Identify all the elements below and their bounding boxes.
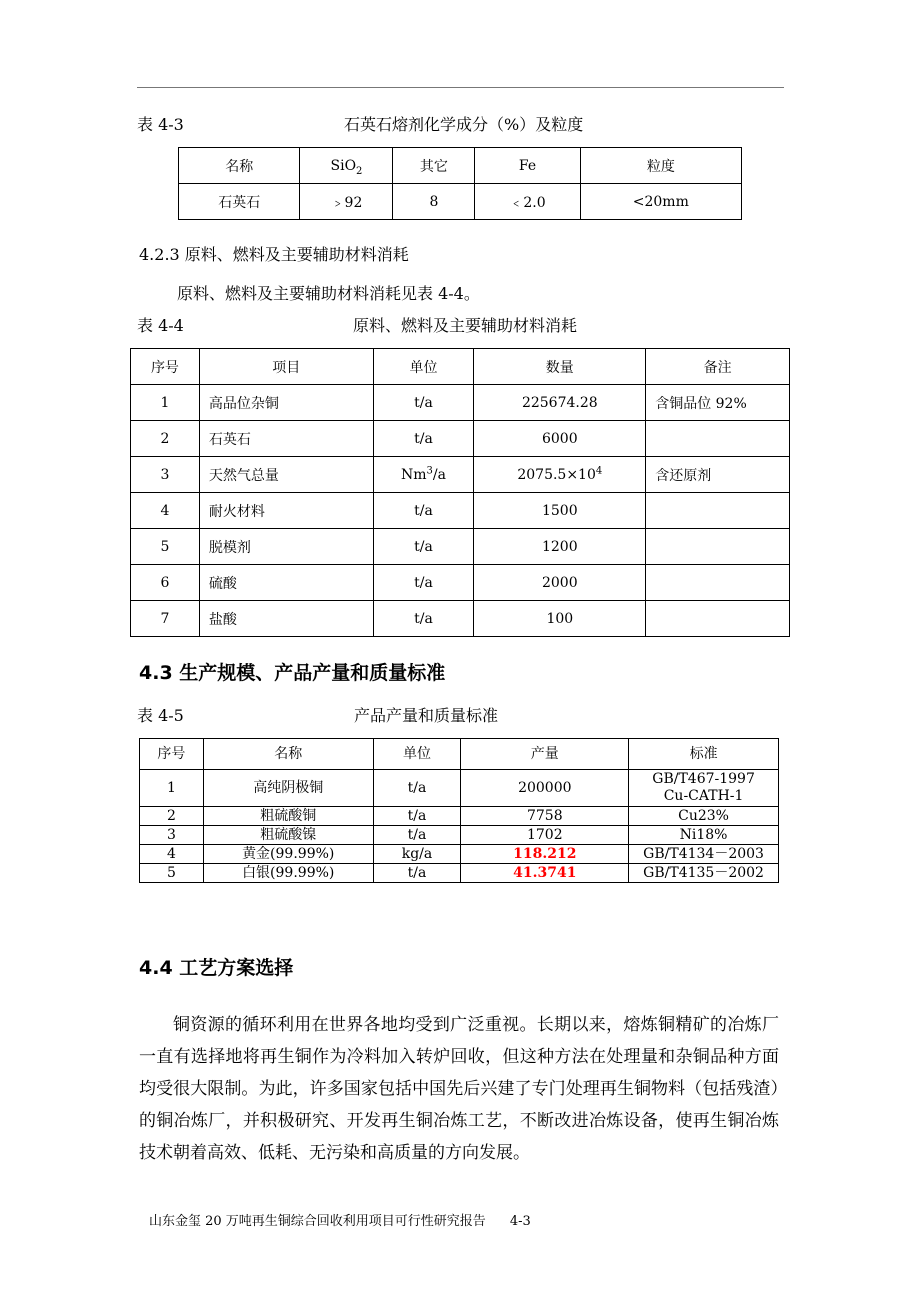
table-4-5 [139, 738, 779, 883]
table-header-row [179, 148, 742, 184]
cell: 3 [140, 826, 204, 845]
cell: t/a [373, 493, 474, 529]
cell: <20mm [580, 184, 741, 220]
cell: 含铜品位 92% [646, 385, 790, 421]
header-rule [137, 87, 784, 88]
table-header-row [131, 349, 790, 385]
qty-base: 2075.5×10 [517, 466, 596, 483]
cell [646, 493, 790, 529]
table-row [131, 421, 790, 457]
cell: 4 [131, 493, 200, 529]
cell: 石英石 [179, 184, 300, 220]
cell: 硫酸 [199, 565, 373, 601]
header-cell: 单位 [373, 349, 474, 385]
cell: 200000 [461, 770, 629, 807]
highlighted-cell: 118.212 [461, 845, 629, 864]
header-cell: 名称 [179, 148, 300, 184]
cell: 7758 [461, 807, 629, 826]
header-cell: Fe [475, 148, 580, 184]
table-row [131, 529, 790, 565]
cell: 石英石 [199, 421, 373, 457]
cell: 1200 [474, 529, 646, 565]
cell: 6000 [474, 421, 646, 457]
page-number: 4-3 [509, 1214, 531, 1229]
cell [646, 601, 790, 637]
cell: 4 [140, 845, 204, 864]
cell: 2000 [474, 565, 646, 601]
header-cell: 项目 [199, 349, 373, 385]
qty-superscript: 4 [595, 464, 603, 476]
table-row [131, 565, 790, 601]
cell [629, 770, 779, 807]
cell: 3 [131, 457, 200, 493]
cell: 1702 [461, 826, 629, 845]
header-cell: 标准 [629, 739, 779, 770]
cell: t/a [373, 385, 474, 421]
section-4-3-heading: 4.3 生产规模、产品产量和质量标准 [139, 662, 446, 684]
header-cell: 数量 [474, 349, 646, 385]
table45-number: 表 4-5 [137, 706, 184, 725]
table44-title: 原料、燃料及主要辅助材料消耗 [353, 316, 578, 335]
cell: kg/a [373, 845, 461, 864]
section-4-4-body [139, 1009, 779, 1169]
cell: 7 [131, 601, 200, 637]
cell [646, 421, 790, 457]
cell: 100 [474, 601, 646, 637]
unit-superscript: 3 [426, 464, 433, 476]
table-row [140, 807, 779, 826]
table-row [140, 770, 779, 807]
header-cell: 其它 [393, 148, 475, 184]
standard-line-2: Cu-CATH-1 [663, 788, 744, 804]
page-footer [149, 1210, 555, 1229]
cell: 粗硫酸镍 [203, 826, 373, 845]
cell: 8 [393, 184, 475, 220]
cell: t/a [373, 807, 461, 826]
cell: 白银(99.99%) [203, 864, 373, 883]
cell: 黄金(99.99%) [203, 845, 373, 864]
sio2-subscript: 2 [356, 165, 363, 177]
cell: 盐酸 [199, 601, 373, 637]
header-cell: 序号 [140, 739, 204, 770]
cell: ﹤2.0 [475, 184, 580, 220]
cell: t/a [373, 601, 474, 637]
cell: 耐火材料 [199, 493, 373, 529]
cell: 1500 [474, 493, 646, 529]
header-cell: 名称 [203, 739, 373, 770]
cell: 5 [140, 864, 204, 883]
header-cell [300, 148, 393, 184]
unit-nm: Nm [400, 466, 427, 483]
cell: t/a [373, 565, 474, 601]
cell: 1 [140, 770, 204, 807]
table-row [131, 457, 790, 493]
cell: 225674.28 [474, 385, 646, 421]
body-paragraph: 铜资源的循环利用在世界各地均受到广泛重视。长期以来，熔炼铜精矿的冶炼厂一直有选择地将再生铜作为冷料加入转炉回收，但这种方法在处理量和杂铜品种方面均受很大限制。为此，许多国家包括中国先后兴建了专门处理再生铜物料（包括残渣）的铜冶炼厂，并积极研究、开发再生铜冶炼工艺，不断改进冶炼设备，使再生铜冶炼技术朝着高效、低耗、无污染和高质量的方向发展。 [139, 1015, 779, 1163]
cell: Ni18% [629, 826, 779, 845]
cell: Cu23% [629, 807, 779, 826]
header-cell: 粒度 [580, 148, 741, 184]
cell: t/a [373, 864, 461, 883]
cell: 2 [140, 807, 204, 826]
standard-line-1: GB/T467-1997 [652, 771, 755, 787]
table-header-row [140, 739, 779, 770]
table-row [140, 826, 779, 845]
cell: ﹥92 [300, 184, 393, 220]
table-row [140, 845, 779, 864]
table-4-4 [130, 348, 790, 637]
cell: 粗硫酸铜 [203, 807, 373, 826]
cell: GB/T4135－2002 [629, 864, 779, 883]
section-4-2-3-para: 原料、燃料及主要辅助材料消耗见表 4-4。 [177, 284, 480, 303]
table-row [131, 385, 790, 421]
cell: t/a [373, 770, 461, 807]
header-cell: 单位 [373, 739, 461, 770]
cell: t/a [373, 421, 474, 457]
header-cell: 备注 [646, 349, 790, 385]
table-4-3 [178, 147, 742, 220]
cell: t/a [373, 826, 461, 845]
table44-number: 表 4-4 [137, 316, 184, 335]
header-cell: 序号 [131, 349, 200, 385]
cell: 高纯阴极铜 [203, 770, 373, 807]
cell [646, 529, 790, 565]
table43-title: 石英石熔剂化学成分（%）及粒度 [344, 115, 584, 134]
cell: GB/T4134－2003 [629, 845, 779, 864]
table-row [140, 864, 779, 883]
table-row [179, 184, 742, 220]
cell: 5 [131, 529, 200, 565]
highlighted-cell: 41.3741 [461, 864, 629, 883]
table43-number: 表 4-3 [137, 115, 184, 134]
cell: 2 [131, 421, 200, 457]
cell: 6 [131, 565, 200, 601]
cell: 天然气总量 [199, 457, 373, 493]
footer-title: 山东金玺 20 万吨再生铜综合回收利用项目可行性研究报告 [149, 1214, 486, 1229]
cell [474, 457, 646, 493]
table-row [131, 493, 790, 529]
cell [373, 457, 474, 493]
cell: 含还原剂 [646, 457, 790, 493]
table-row [131, 601, 790, 637]
cell: 高品位杂铜 [199, 385, 373, 421]
cell: t/a [373, 529, 474, 565]
cell [646, 565, 790, 601]
section-4-4-heading: 4.4 工艺方案选择 [139, 957, 294, 979]
unit-suffix: /a [432, 466, 446, 483]
section-4-2-3-heading: 4.2.3 原料、燃料及主要辅助材料消耗 [139, 245, 409, 264]
table45-title: 产品产量和质量标准 [354, 706, 499, 725]
cell: 脱模剂 [199, 529, 373, 565]
header-sio-label: SiO [330, 157, 357, 174]
cell: 1 [131, 385, 200, 421]
header-cell: 产量 [461, 739, 629, 770]
